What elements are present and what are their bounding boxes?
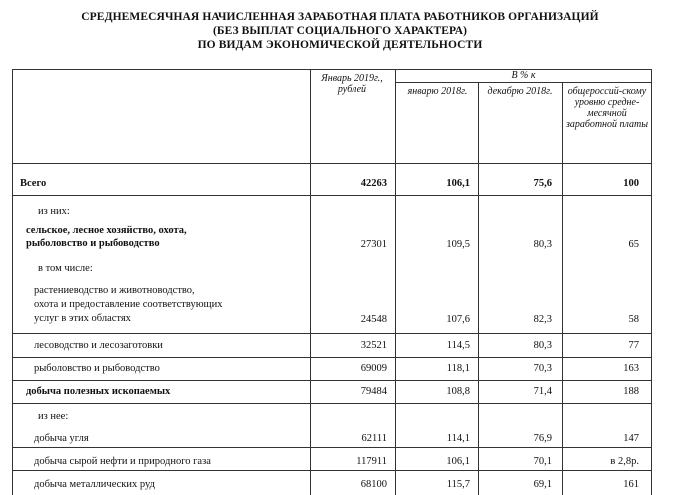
cell-avg: в 2,8р. <box>610 456 639 467</box>
row-label-subheading: из них: <box>38 206 70 217</box>
title-line-2: (БЕЗ ВЫПЛАТ СОЦИАЛЬНОГО ХАРАКТЕРА) <box>212 25 468 37</box>
cell-dec: 82,3 <box>533 314 552 325</box>
header-avg: общероссий-скому уровню средне-месячной заработной платы <box>566 86 648 130</box>
row-label: добыча металлических руд <box>34 479 155 490</box>
cell-dec: 69,1 <box>533 479 552 490</box>
cell-jan: 106,1 <box>446 178 470 189</box>
cell-jan: 114,1 <box>446 433 470 444</box>
row-divider <box>12 195 652 196</box>
col-border <box>310 69 311 495</box>
cell-value: 32521 <box>360 340 387 351</box>
cell-dec: 71,4 <box>533 386 552 397</box>
cell-avg: 77 <box>628 340 639 351</box>
row-label-subheading: из нее: <box>38 411 69 422</box>
cell-avg: 163 <box>623 363 639 374</box>
cell-value: 69009 <box>360 363 387 374</box>
header-pct-group: В % к <box>511 70 536 81</box>
cell-value: 68100 <box>360 479 387 490</box>
cell-dec: 70,1 <box>533 456 552 467</box>
cell-avg: 100 <box>623 178 639 189</box>
cell-avg: 161 <box>623 479 639 490</box>
row-divider <box>12 447 652 448</box>
cell-dec: 70,3 <box>533 363 552 374</box>
cell-value: 79484 <box>360 386 387 397</box>
cell-value: 42263 <box>360 178 387 189</box>
col-border-left <box>12 69 13 495</box>
row-label-line2: рыболовство и рыбоводство <box>26 238 160 249</box>
header-jan2019: Январь 2019г., рублей <box>321 73 383 95</box>
col-border <box>562 82 563 495</box>
cell-jan: 118,1 <box>446 363 470 374</box>
row-label-subheading: в том числе: <box>38 263 93 274</box>
row-divider <box>12 333 652 334</box>
row-divider <box>12 380 652 381</box>
cell-dec: 80,3 <box>533 239 552 250</box>
cell-dec: 76,9 <box>533 433 552 444</box>
row-divider <box>12 357 652 358</box>
cell-jan: 108,8 <box>446 386 470 397</box>
row-label: добыча сырой нефти и природного газа <box>34 456 211 467</box>
cell-avg: 65 <box>628 239 639 250</box>
pct-group-divider <box>395 82 652 83</box>
row-label: лесоводство и лесозаготовки <box>34 340 163 351</box>
col-border <box>478 82 479 495</box>
header-dec2018: декабрю 2018г. <box>487 86 553 97</box>
cell-avg: 188 <box>623 386 639 397</box>
row-label-line2: охота и предоставление соответствующих <box>34 299 223 310</box>
cell-avg: 58 <box>628 314 639 325</box>
cell-dec: 75,6 <box>533 178 552 189</box>
title-line-1: СРЕДНЕМЕСЯЧНАЯ НАЧИСЛЕННАЯ ЗАРАБОТНАЯ ПЛАТА РАБОТНИКОВ ОРГАНИЗАЦИЙ <box>81 11 599 23</box>
row-label: добыча полезных ископаемых <box>26 386 171 397</box>
cell-jan: 106,1 <box>446 456 470 467</box>
header-bottom-border <box>12 163 652 164</box>
row-label: добыча угля <box>34 433 89 444</box>
cell-value: 117911 <box>356 456 387 467</box>
row-label-line3: услуг в этих областях <box>34 313 131 324</box>
col-border-right <box>651 69 652 495</box>
row-divider <box>12 470 652 471</box>
document-title <box>0 10 680 52</box>
cell-jan: 109,5 <box>446 239 470 250</box>
row-label: рыболовство и рыбоводство <box>34 363 160 374</box>
cell-jan: 107,6 <box>446 314 470 325</box>
cell-value: 62111 <box>361 433 387 444</box>
cell-avg: 147 <box>623 433 639 444</box>
row-divider <box>12 403 652 404</box>
cell-value: 24548 <box>360 314 387 325</box>
row-label: Всего <box>20 178 47 189</box>
cell-dec: 80,3 <box>533 340 552 351</box>
title-line-3: ПО ВИДАМ ЭКОНОМИЧЕСКОЙ ДЕЯТЕЛЬНОСТИ <box>197 39 483 51</box>
header-jan2018: январю 2018г. <box>407 86 468 97</box>
cell-value: 27301 <box>360 239 387 250</box>
col-border <box>395 69 396 495</box>
cell-jan: 114,5 <box>446 340 470 351</box>
row-label-line1: сельское, лесное хозяйство, охота, <box>26 225 187 236</box>
row-label-line1: растениеводство и животноводство, <box>34 285 195 296</box>
cell-jan: 115,7 <box>446 479 470 490</box>
